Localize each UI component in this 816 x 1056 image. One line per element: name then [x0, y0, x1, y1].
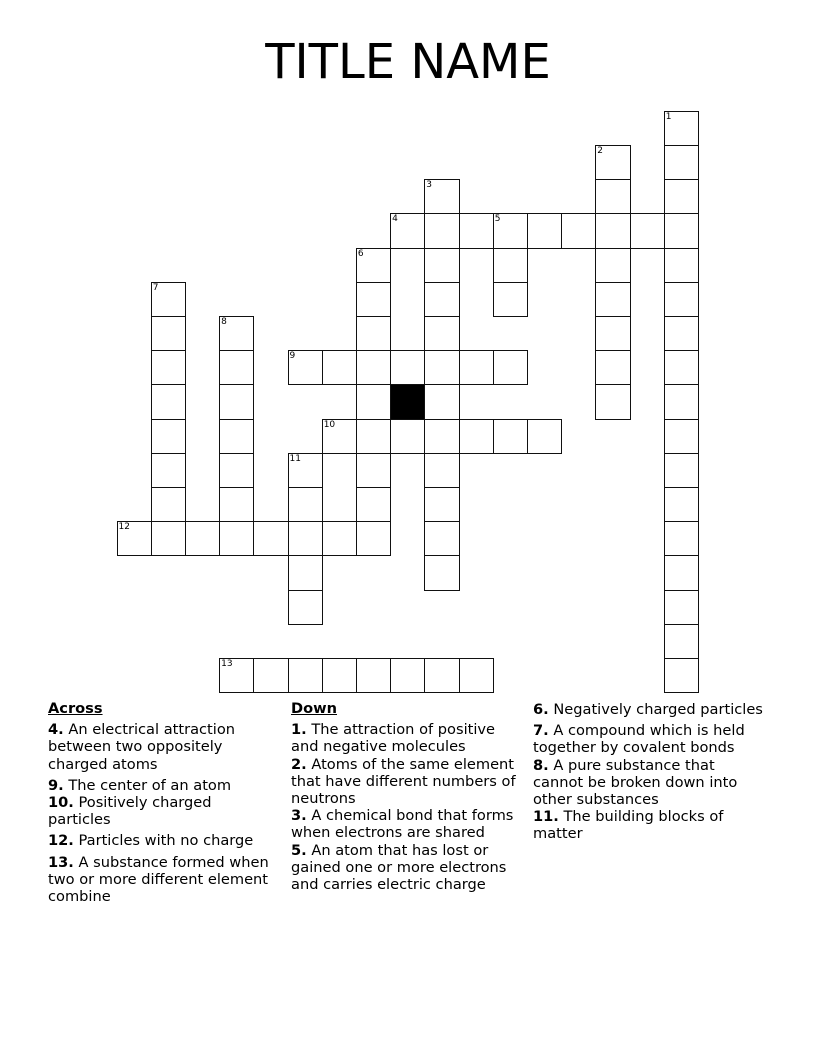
clue-down-11	[533, 808, 768, 842]
clue-number: 5.	[291, 841, 307, 859]
grid-cell[interactable]	[493, 350, 528, 385]
grid-cell[interactable]	[595, 350, 630, 385]
grid-cell[interactable]	[185, 521, 220, 556]
grid-cell[interactable]	[664, 521, 699, 556]
grid-cell[interactable]	[424, 419, 459, 454]
grid-cell[interactable]	[527, 419, 562, 454]
grid-cell[interactable]	[595, 282, 630, 317]
grid-cell[interactable]	[151, 521, 186, 556]
grid-cell[interactable]	[253, 658, 288, 693]
down-clues-continued	[533, 701, 768, 843]
clue-number: 8.	[533, 756, 549, 774]
grid-cell[interactable]	[219, 316, 254, 351]
grid-cell[interactable]	[664, 453, 699, 488]
grid-cell[interactable]	[424, 350, 459, 385]
clue-number: 4.	[48, 721, 64, 739]
grid-cell[interactable]	[424, 248, 459, 283]
grid-cell[interactable]	[424, 384, 459, 419]
down-clues	[291, 700, 526, 893]
grid-cell[interactable]	[595, 248, 630, 283]
clue-text: The building blocks of matter	[533, 808, 724, 843]
clue-number: 6.	[533, 701, 549, 718]
grid-cell[interactable]	[664, 248, 699, 283]
grid-cell[interactable]	[459, 350, 494, 385]
page-title: TITLE NAME	[265, 34, 551, 90]
across-heading: Across	[48, 700, 103, 717]
clue-text: The attraction of positive and negative molecules	[291, 721, 496, 756]
clue-text: The center of an atom	[68, 776, 232, 794]
clue-text: A substance formed when two or more different element combine	[48, 853, 269, 906]
clue-across-9	[48, 777, 278, 794]
cell-number: 4	[392, 214, 398, 225]
grid-cell[interactable]	[664, 624, 699, 659]
clue-text: An atom that has lost or gained one or more electrons and carries electric charge	[291, 841, 507, 894]
grid-cell[interactable]	[288, 658, 323, 693]
clue-number: 7.	[533, 722, 549, 740]
grid-cell[interactable]	[151, 419, 186, 454]
grid-cell[interactable]	[459, 213, 494, 248]
across-clues	[48, 700, 278, 909]
grid-cell[interactable]	[151, 487, 186, 522]
cell-number: 12	[118, 522, 130, 533]
grid-cell[interactable]	[288, 453, 323, 488]
grid-cell[interactable]	[561, 213, 596, 248]
clue-number: 12.	[48, 832, 74, 850]
clue-number: 1.	[291, 721, 307, 739]
grid-cell[interactable]	[664, 487, 699, 522]
grid-cell[interactable]	[664, 419, 699, 454]
grid-cell[interactable]	[288, 350, 323, 385]
grid-cell[interactable]	[356, 350, 391, 385]
grid-cell[interactable]	[424, 521, 459, 556]
grid-cell[interactable]	[322, 419, 357, 454]
clue-text: Particles with no charge	[78, 832, 254, 850]
clue-text: Atoms of the same element that have different numbers of neutrons	[291, 755, 516, 808]
grid-cell[interactable]	[117, 521, 152, 556]
grid-cell[interactable]	[356, 248, 391, 283]
grid-cell[interactable]	[664, 213, 699, 248]
grid-cell[interactable]	[219, 350, 254, 385]
grid-cell[interactable]	[322, 658, 357, 693]
grid-cell[interactable]	[253, 521, 288, 556]
grid-cell[interactable]	[151, 384, 186, 419]
grid-cell[interactable]	[664, 111, 699, 146]
grid-cell[interactable]	[288, 521, 323, 556]
clue-number: 11.	[533, 808, 559, 826]
cell-number: 6	[357, 248, 364, 259]
cell-number: 5	[494, 214, 501, 225]
grid-cell[interactable]	[288, 590, 323, 625]
grid-cell[interactable]	[664, 384, 699, 419]
grid-cell[interactable]	[595, 384, 630, 419]
grid-cell[interactable]	[664, 555, 699, 590]
clue-across-10	[48, 794, 278, 828]
grid-cell[interactable]	[493, 282, 528, 317]
grid-cell[interactable]	[356, 453, 391, 488]
grid-cell[interactable]	[664, 590, 699, 625]
grid-cell[interactable]	[322, 350, 357, 385]
grid-cell[interactable]	[630, 213, 665, 248]
grid-cell[interactable]	[459, 658, 494, 693]
grid-cell[interactable]	[493, 419, 528, 454]
grid-cell[interactable]	[595, 316, 630, 351]
grid-cell[interactable]	[527, 213, 562, 248]
grid-cell[interactable]	[356, 282, 391, 317]
cell-number: 9	[289, 351, 296, 362]
grid-cell[interactable]	[424, 179, 459, 214]
clue-number: 9.	[48, 776, 64, 794]
clue-across-12	[48, 832, 278, 849]
grid-cell[interactable]	[356, 521, 391, 556]
grid-cell[interactable]	[595, 145, 630, 180]
grid-cell[interactable]	[219, 453, 254, 488]
cell-number: 8	[221, 316, 227, 327]
grid-cell[interactable]	[219, 521, 254, 556]
clue-down-1	[291, 721, 526, 755]
grid-cell[interactable]	[664, 316, 699, 351]
grid-cell[interactable]	[664, 145, 699, 180]
grid-cell[interactable]	[151, 282, 186, 317]
grid-cell[interactable]	[424, 658, 459, 693]
grid-cell[interactable]	[390, 419, 425, 454]
clue-text: A chemical bond that forms when electrons are shared	[291, 807, 514, 842]
down-heading: Down	[291, 700, 338, 717]
clue-text: A compound which is held together by covalent bonds	[533, 722, 745, 757]
cell-number: 11	[289, 453, 301, 464]
grid-cell[interactable]	[219, 487, 254, 522]
clue-text: An electrical attraction between two oppositely charged atoms	[48, 721, 235, 773]
cell-number: 3	[426, 180, 433, 191]
grid-cell[interactable]	[151, 350, 186, 385]
cell-number: 2	[597, 145, 604, 156]
grid-cell[interactable]	[356, 487, 391, 522]
clue-number: 10.	[48, 794, 74, 812]
grid-cell[interactable]	[288, 487, 323, 522]
clue-down-5	[291, 842, 526, 894]
clue-across-13	[48, 854, 278, 906]
grid-cell[interactable]	[356, 316, 391, 351]
grid-cell[interactable]	[595, 179, 630, 214]
grid-cell[interactable]	[459, 419, 494, 454]
clue-text: Positively charged particles	[48, 794, 212, 829]
grid-cell[interactable]	[664, 282, 699, 317]
clue-number: 13.	[48, 853, 74, 871]
grid-cell[interactable]	[151, 453, 186, 488]
grid-cell[interactable]	[664, 658, 699, 693]
grid-cell[interactable]	[664, 179, 699, 214]
grid-cell[interactable]	[493, 213, 528, 248]
grid-cell[interactable]	[322, 521, 357, 556]
grid-cell[interactable]	[390, 213, 425, 248]
grid-cell[interactable]	[219, 658, 254, 693]
grid-cell[interactable]	[356, 419, 391, 454]
clue-text: Negatively charged particles	[553, 701, 763, 718]
grid-cell[interactable]	[356, 658, 391, 693]
grid-cell[interactable]	[424, 453, 459, 488]
cell-number: 7	[152, 282, 159, 293]
clue-number: 2.	[291, 755, 307, 773]
grid-cell[interactable]	[219, 419, 254, 454]
cell-number: 10	[323, 419, 336, 430]
grid-cell[interactable]	[356, 384, 391, 419]
grid-cell[interactable]	[664, 350, 699, 385]
clue-down-8	[533, 757, 768, 809]
grid-cell[interactable]	[219, 384, 254, 419]
grid-cell[interactable]	[595, 213, 630, 248]
clue-down-6	[533, 701, 768, 718]
clue-number: 3.	[291, 807, 307, 825]
grid-cell[interactable]	[424, 316, 459, 351]
grid-cell[interactable]	[151, 316, 186, 351]
clue-across-4	[48, 721, 278, 773]
grid-cell[interactable]	[424, 487, 459, 522]
cell-number: 1	[665, 111, 672, 122]
black-cell	[390, 384, 425, 419]
grid-cell[interactable]	[424, 213, 459, 248]
cell-number: 13	[221, 658, 233, 669]
grid-cell[interactable]	[424, 282, 459, 317]
grid-cell[interactable]	[424, 555, 459, 590]
grid-cell[interactable]	[390, 350, 425, 385]
grid-cell[interactable]	[390, 658, 425, 693]
clue-down-3	[291, 807, 526, 841]
grid-cell[interactable]	[288, 555, 323, 590]
clue-down-7	[533, 722, 768, 756]
grid-cell[interactable]	[493, 248, 528, 283]
clue-down-2	[291, 756, 526, 808]
clue-text: A pure substance that cannot be broken down into other substances	[533, 756, 738, 809]
